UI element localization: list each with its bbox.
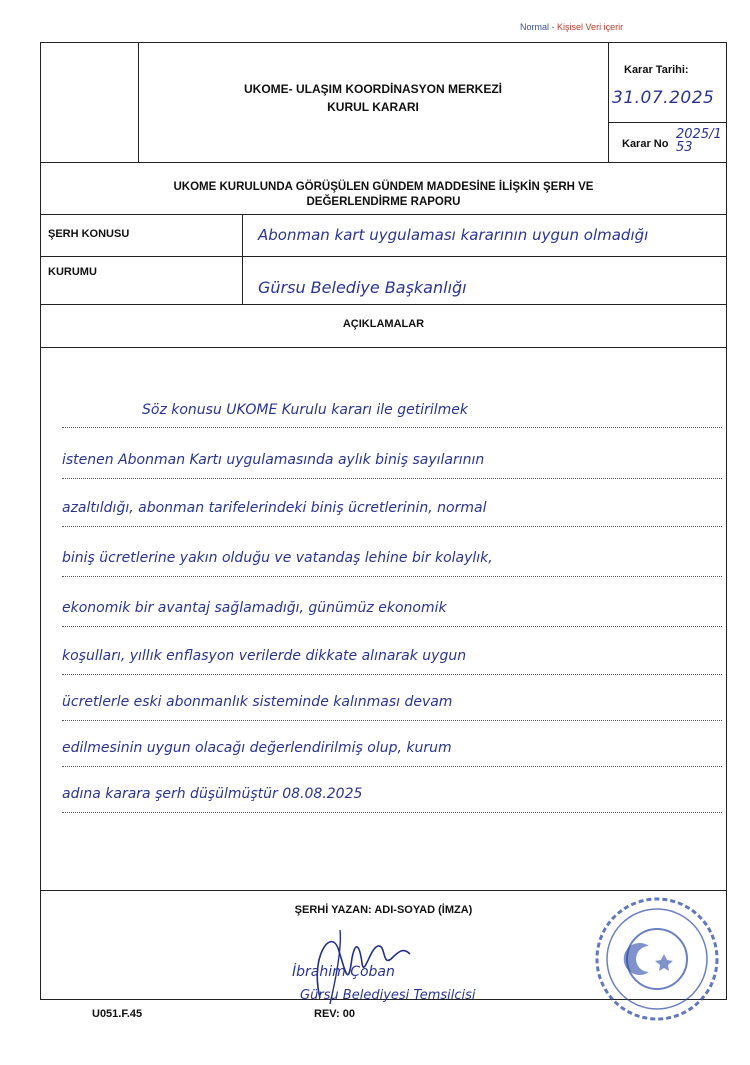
explanation-line-7: ücretlerle eski abonmanlık sisteminde kalınması devam: [62, 694, 722, 721]
explanation-line-9: adına karara şerh düşülmüştür 08.08.2025: [62, 786, 722, 813]
institution-label: KURUMU: [48, 266, 97, 278]
page-title-line1: UKOME- ULAŞIM KOORDİNASYON MERKEZİ: [244, 82, 502, 96]
classification-label: [520, 22, 623, 32]
signer-role: Gürsu Belediyesi Temsilcisi: [300, 988, 476, 1003]
subject-label: ŞERH KONUSU: [48, 228, 130, 240]
signature-label: ŞERHİ YAZAN: ADI-SOYAD (İMZA): [294, 904, 473, 916]
signer-name: İbrahim Çoban: [292, 964, 395, 980]
classification-personal: Kişisel Veri içerir: [557, 22, 624, 32]
explanation-line-2: istenen Abonman Kartı uygulamasında aylık biniş sayılarının: [62, 452, 722, 479]
page-title: [140, 80, 606, 116]
subject-value: Abonman kart uygulaması kararının uygun olmadığı: [258, 226, 649, 244]
fields-divider: [242, 214, 243, 304]
explanation-line-1: Söz konusu UKOME Kurulu kararı ile getirilmek: [62, 402, 722, 428]
signature-top-line: [40, 890, 727, 891]
explanation-line-6: koşulları, yıllık enflasyon verilerde dikkate alınarak uygun: [62, 648, 722, 675]
classification-normal: Normal: [520, 22, 550, 32]
explanation-line-5: ekonomik bir avantaj sağlamadığı, günümüz ekonomik: [62, 600, 722, 627]
explanations-label: AÇIKLAMALAR: [342, 318, 425, 330]
official-stamp: [594, 896, 720, 1022]
report-title: [40, 180, 727, 210]
header-bottom-line: [40, 162, 727, 163]
decision-no-value: 2025/153: [676, 127, 722, 155]
explanation-line-8: edilmesinin uygun olacağı değerlendirilmiş olup, kurum: [62, 740, 722, 767]
fields-top-line: [40, 214, 727, 215]
revision-label: REV: 00: [314, 1008, 355, 1020]
header-divider-date: [608, 122, 727, 123]
explanation-line-3: azaltıldığı, abonman tarifelerindeki biniş ücretlerinin, normal: [62, 500, 722, 527]
classification-separator: -: [551, 22, 555, 32]
page-title-line2: KURUL KARARI: [327, 100, 419, 114]
header-divider-left: [138, 42, 139, 162]
decision-no-label: Karar No: [622, 138, 669, 150]
explanations-line: [40, 347, 727, 348]
fields-bottom-line: [40, 304, 727, 305]
form-code: U051.F.45: [92, 1008, 143, 1020]
fields-middle-line: [40, 256, 727, 257]
header-divider-right: [608, 42, 609, 162]
report-title-line1: UKOME KURULUNDA GÖRÜŞÜLEN GÜNDEM MADDESİNE İLİŞKİN ŞERH VE: [173, 181, 594, 193]
decision-date-value: 31.07.2025: [612, 88, 715, 108]
explanation-line-4: biniş ücretlerine yakın olduğu ve vatandaş lehine bir kolaylık,: [62, 550, 722, 577]
decision-date-label: Karar Tarihi:: [624, 64, 689, 76]
institution-value: Gürsu Belediye Başkanlığı: [258, 278, 467, 297]
report-title-line2: DEĞERLENDİRME RAPORU: [306, 196, 461, 208]
